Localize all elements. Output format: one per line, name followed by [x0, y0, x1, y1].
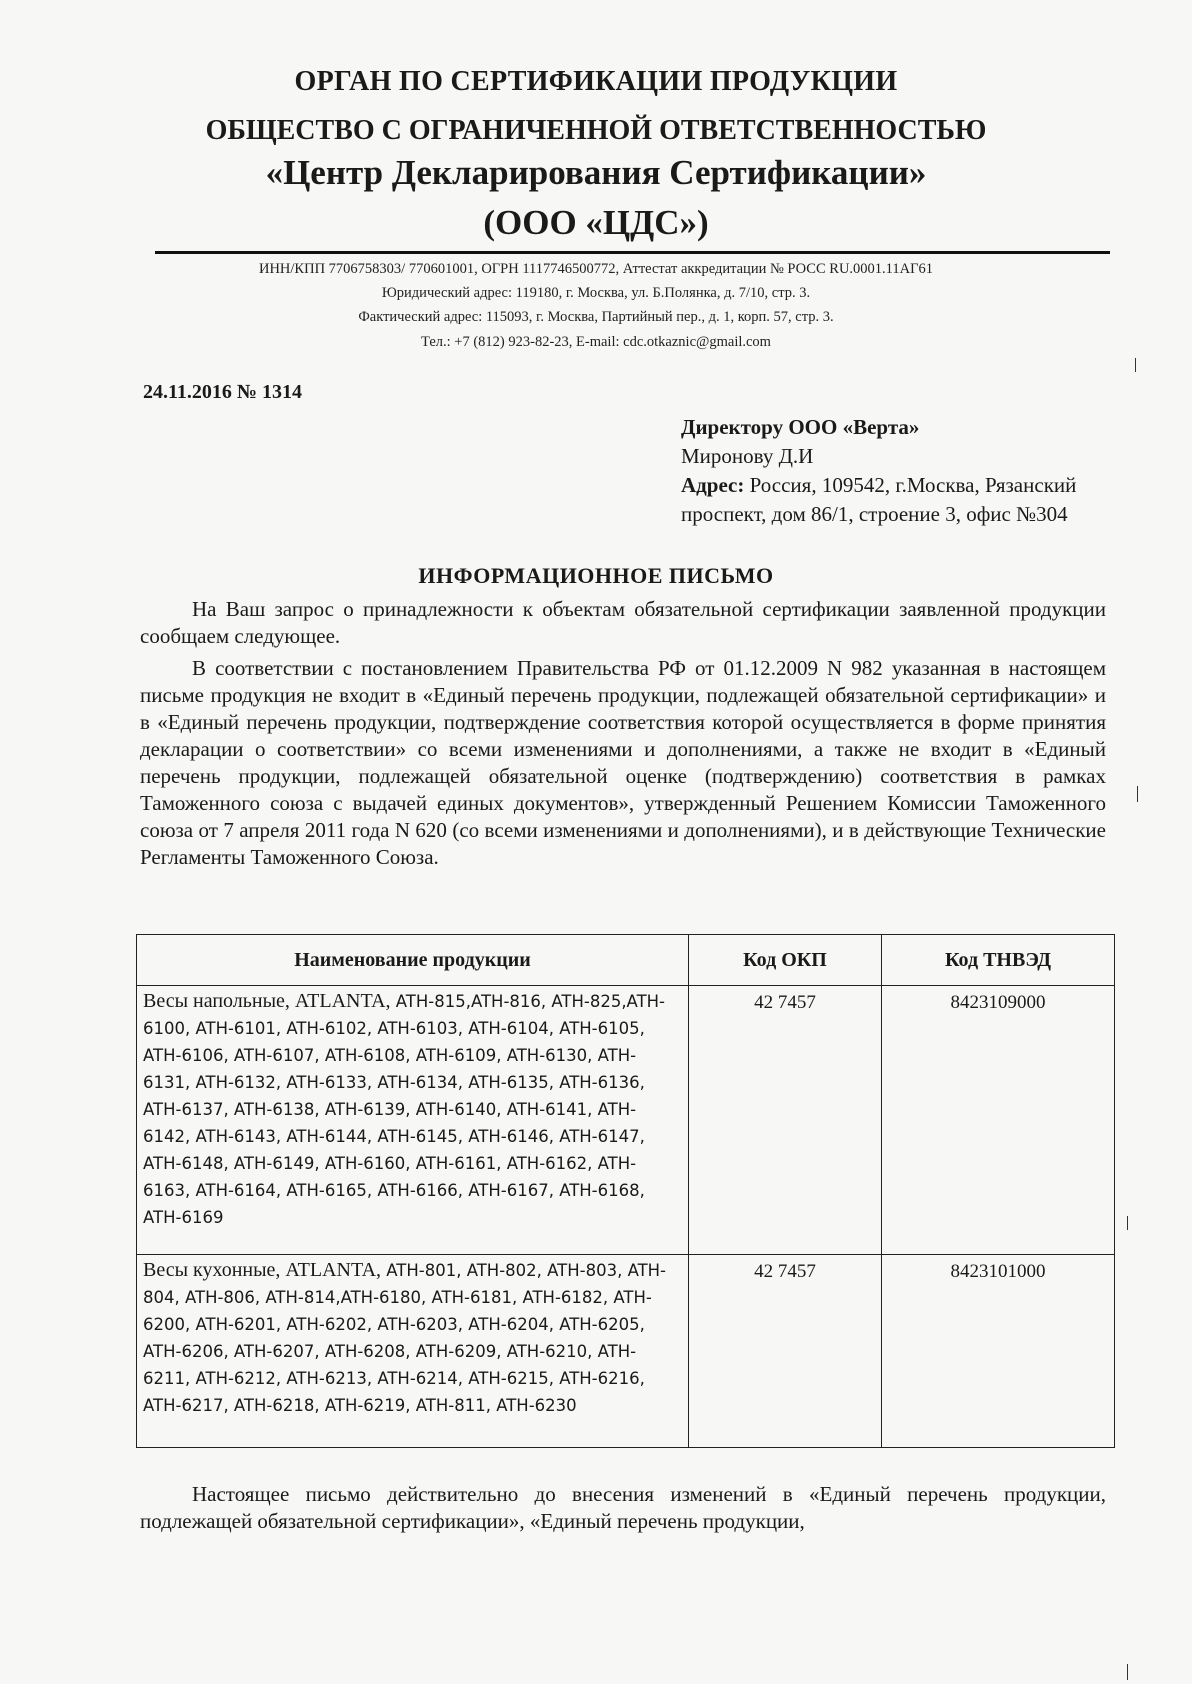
address-label: Адрес: — [681, 473, 745, 497]
addressee-position: Директору ООО «Верта» — [681, 415, 920, 439]
scan-mark — [1127, 1216, 1128, 1230]
product-name-cell — [137, 1255, 689, 1448]
tnved-code-cell: 8423101000 — [882, 1255, 1115, 1448]
requisites-legal-address: Юридический адрес: 119180, г. Москва, ул. Б.Полянка, д. 7/10, стр. 3. — [381, 285, 811, 301]
requisites-contacts: Тел.: +7 (812) 923-82-23, E-mail: cdc.otkaznic@gmail.com — [421, 334, 771, 350]
address-text: Россия, 109542, г.Москва, Рязанский проспект, дом 86/1, строение 3, офис №304 — [681, 473, 1077, 526]
org-title-line2: ОБЩЕСТВО С ОГРАНИЧЕННОЙ ОТВЕТСТВЕННОСТЬЮ — [205, 115, 987, 146]
letter-reference: 24.11.2016 № 1314 — [143, 381, 302, 403]
requisites-ids: ИНН/КПП 7706758303/ 770601001, ОГРН 1117746500772, Аттестат аккредитации № РОСС RU.0001.11АГ61 — [258, 261, 933, 277]
product-models: ATH-801, ATH-802, ATH-803, ATH-804, ATH-806, ATH-814,ATH-6180, ATH-6181, ATH-6182, ATH-6200, ATH-6201, ATH-6202, ATH-6203, ATH-6204, ATH-6205, ATH-6206, ATH-6207, ATH-6208, ATH-6209, ATH-6210, ATH-6211, ATH-6212, ATH-6213, ATH-6214, ATH-6215, ATH-6216, ATH-6217, ATH-6218, ATH-6219, ATH-811, ATH-6230 — [143, 1261, 667, 1415]
paragraph-validity: Настоящее письмо действительно до внесения изменений в «Единый перечень продукции, подлежащей обязательной сертификации», «Единый перечень продукции, — [140, 1482, 1106, 1533]
addressee-block — [681, 413, 1101, 529]
okp-code-cell: 42 7457 — [689, 986, 882, 1255]
scan-mark — [1135, 358, 1136, 372]
scan-mark — [1127, 1664, 1128, 1680]
table-header-row — [137, 935, 1115, 986]
table-row — [137, 1255, 1115, 1448]
product-type: Весы напольные, ATLANTA, — [143, 990, 391, 1012]
column-header-tnved: Код ТНВЭД — [882, 935, 1115, 986]
letter-title: ИНФОРМАЦИОННОЕ ПИСЬМО — [418, 563, 774, 588]
tnved-code-cell: 8423109000 — [882, 986, 1115, 1255]
addressee-address — [681, 471, 1101, 529]
column-header-name: Наименование продукции — [137, 935, 689, 986]
org-short-name: (ООО «ЦДС») — [483, 203, 709, 242]
org-name: «Центр Декларирования Сертификации» — [265, 153, 927, 192]
addressee-name: Миронову Д.И — [681, 444, 814, 468]
product-type: Весы кухонные, ATLANTA, — [143, 1259, 382, 1281]
paragraph-intro: На Ваш запрос о принадлежности к объектам обязательной сертификации заявленной продукции сообщаем следующее. — [140, 597, 1106, 648]
table-row — [137, 986, 1115, 1255]
scan-mark — [1137, 786, 1138, 802]
products-table — [136, 934, 1115, 1448]
column-header-okp: Код ОКП — [689, 935, 882, 986]
header-divider — [155, 251, 1110, 254]
product-name-cell — [137, 986, 689, 1255]
okp-code-cell: 42 7457 — [689, 1255, 882, 1448]
requisites-actual-address: Фактический адрес: 115093, г. Москва, Партийный пер., д. 1, корп. 57, стр. 3. — [358, 309, 834, 325]
paragraph-body: В соответствии с постановлением Правительства РФ от 01.12.2009 N 982 указанная в настоящем письме продукция не входит в «Единый перечень продукции, подлежащей обязательной сертификации» и в «Единый перечень продукции, подтверждение соответствия которой осуществляется в форме принятия декларации о соответствии» со всеми изменениями и дополнениями, а также не входит в «Единый перечень продукции, подлежащей обязательной оценке (подтверждению) соответствия в рамках Таможенного союза с выдачей единых документов», утвержденный Решением Комиссии Таможенного союза от 7 апреля 2011 года N 620 (со всеми изменениями и дополнениями), и в действующие Технические Регламенты Таможенного Союза. — [140, 656, 1106, 869]
org-title-line1: ОРГАН ПО СЕРТИФИКАЦИИ ПРОДУКЦИИ — [294, 66, 898, 97]
product-models: ATH-815,ATH-816, ATH-825,ATH-6100, ATH-6101, ATH-6102, ATH-6103, ATH-6104, ATH-6105, ATH-6106, ATH-6107, ATH-6108, ATH-6109, ATH-6130, ATH-6131, ATH-6132, ATH-6133, ATH-6134, ATH-6135, ATH-6136, ATH-6137, ATH-6138, ATH-6139, ATH-6140, ATH-6141, ATH-6142, ATH-6143, ATH-6144, ATH-6145, ATH-6146, ATH-6147, ATH-6148, ATH-6149, ATH-6160, ATH-6161, ATH-6162, ATH-6163, ATH-6164, ATH-6165, ATH-6166, ATH-6167, ATH-6168, ATH-6169 — [143, 992, 666, 1227]
